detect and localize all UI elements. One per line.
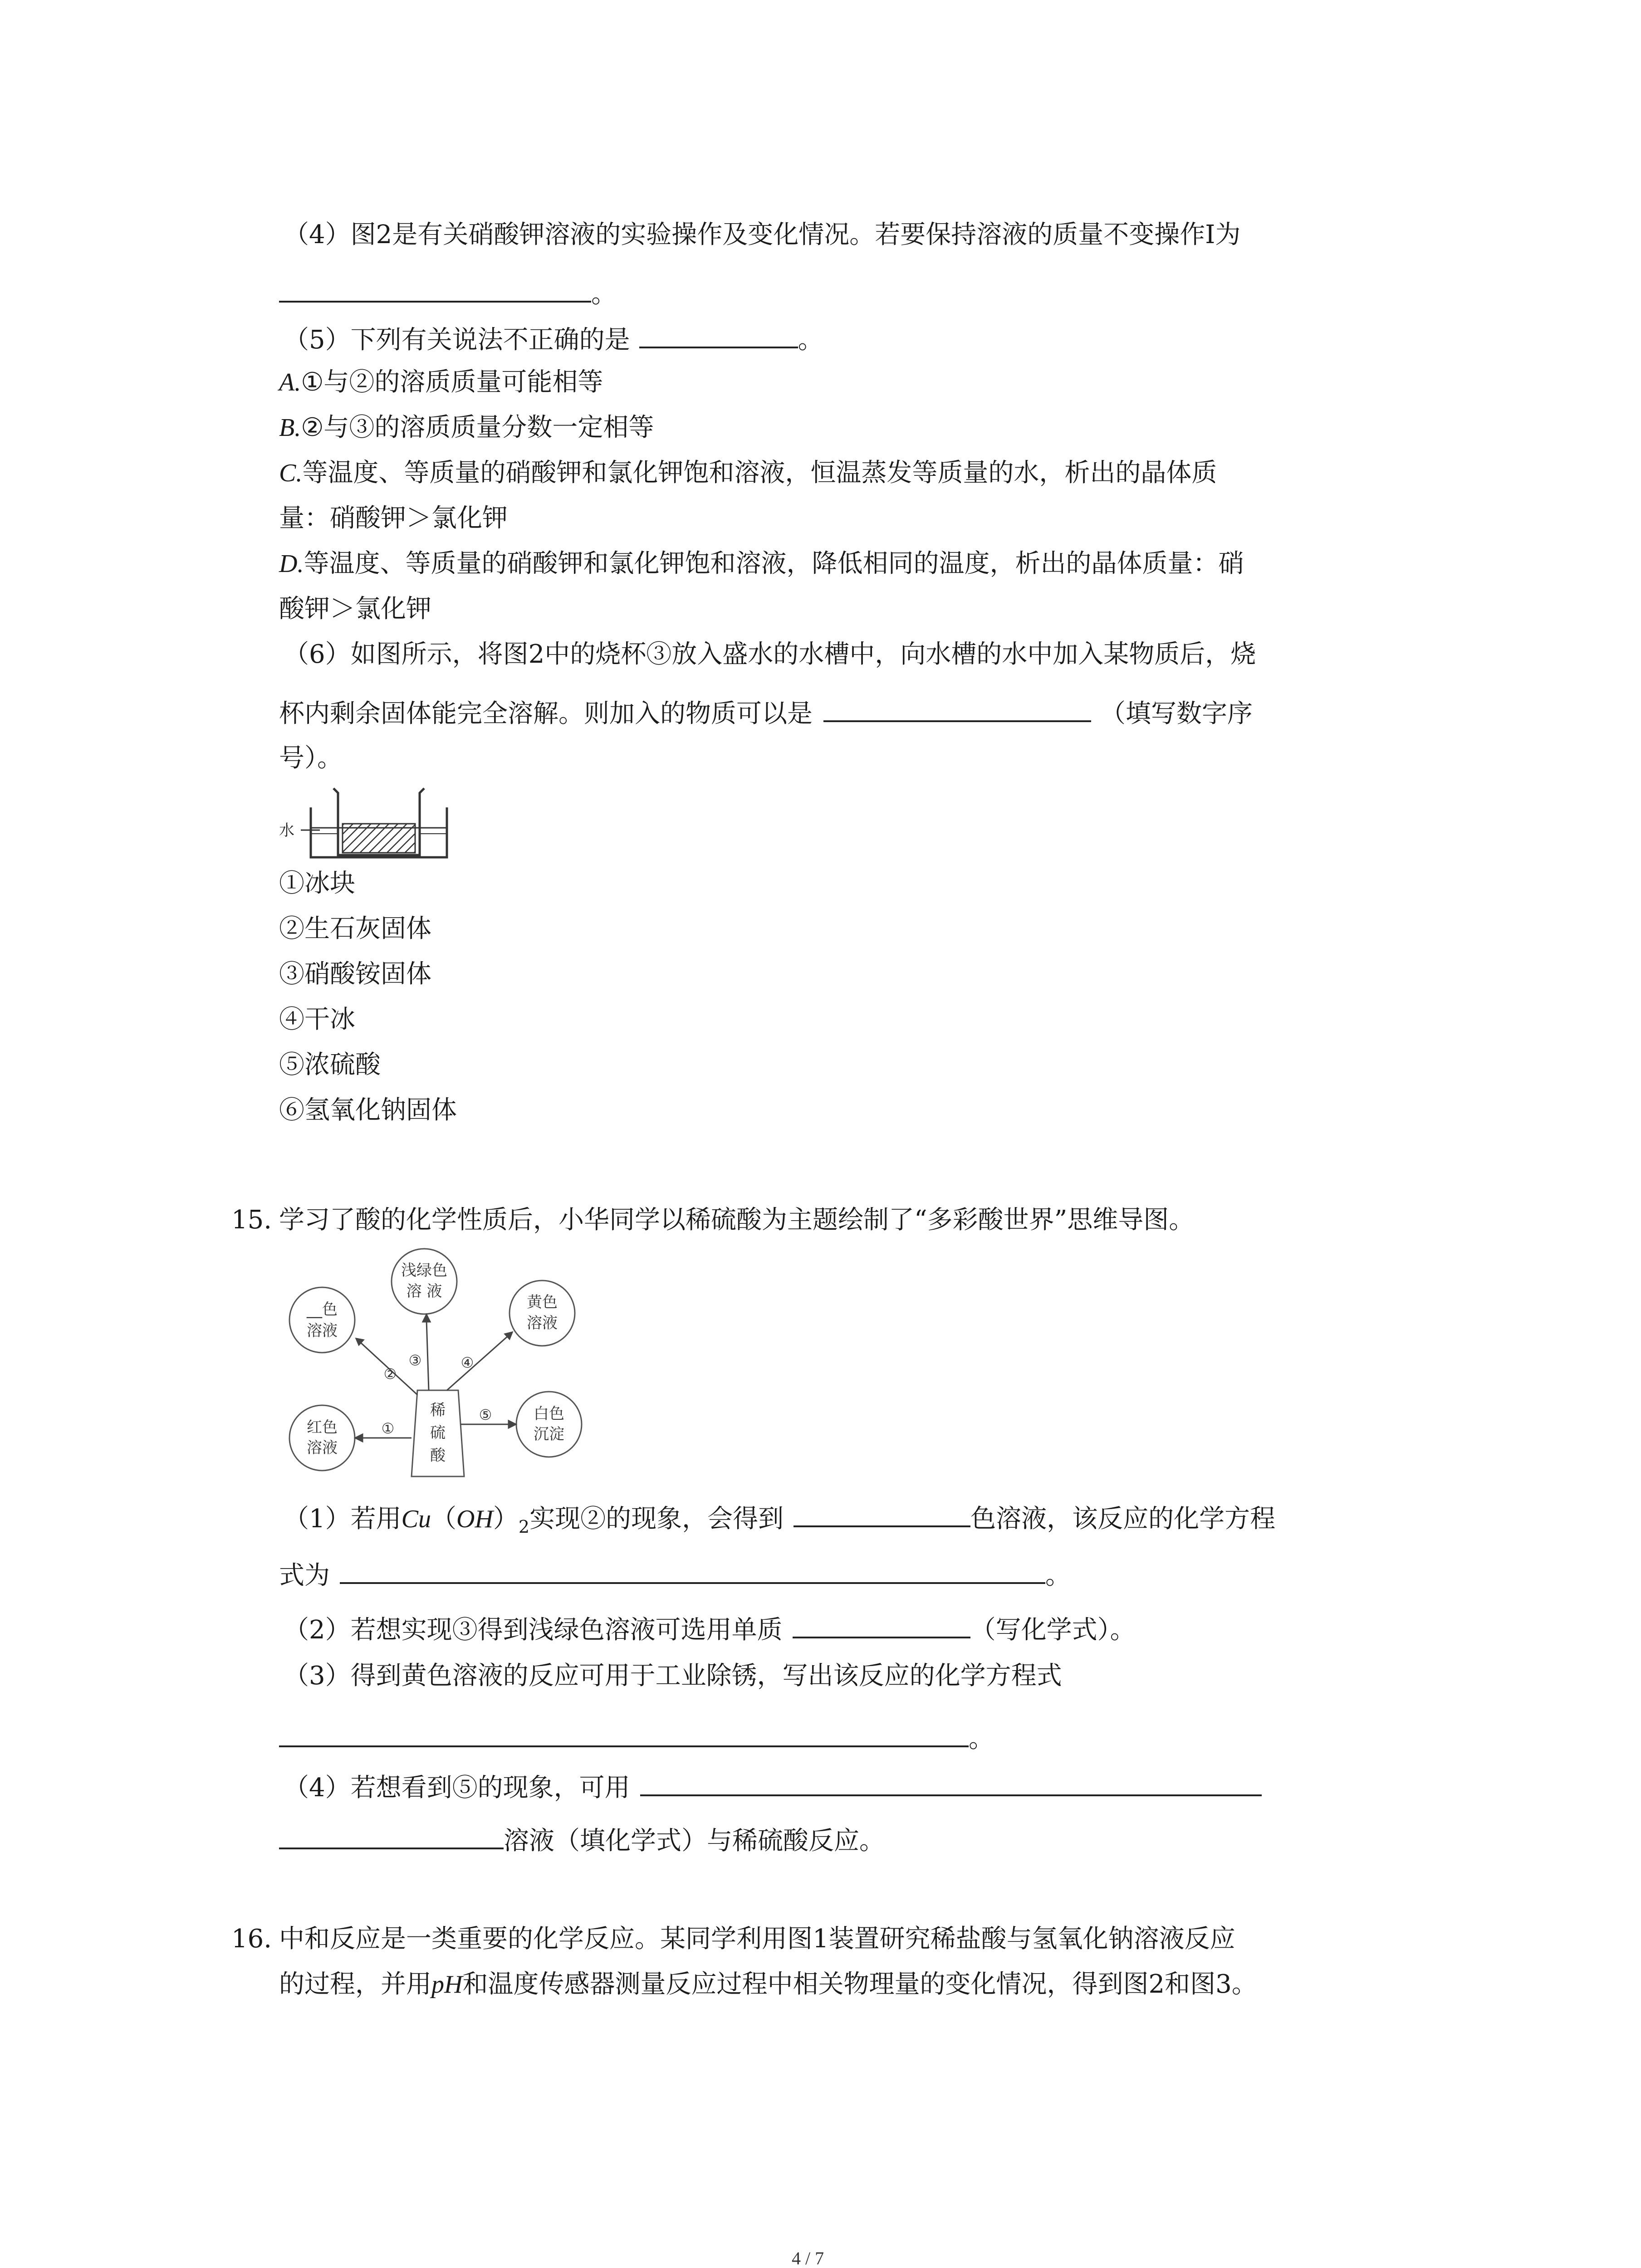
q15-sub2-end: （写化学式）。 (970, 1615, 1136, 1645)
q15-sub1-text-4: 式为 (279, 1561, 330, 1590)
q14-part5-text: （5）下列有关说法不正确的是 (284, 325, 630, 355)
acid-mind-map-diagram (279, 1243, 606, 1488)
circle-light-green-solution (392, 1249, 457, 1314)
circle-red-solution (289, 1405, 355, 1471)
q15-sub1-line2 (279, 1556, 1071, 1594)
q16-stem-2: 的过程，并用 (279, 1970, 431, 1999)
center-label-1: 稀 (430, 1401, 446, 1419)
answer-blank-15-2[interactable] (793, 1610, 970, 1638)
subscript-2: 2 (518, 1517, 530, 1537)
answer-blank-14-4[interactable] (279, 274, 591, 303)
option-a-letter: A. (279, 368, 301, 396)
q15-sub4-text-2: 溶液（填化学式）与稀硫酸反应。 (504, 1826, 885, 1856)
q14-option-d-line1 (279, 546, 1244, 582)
option-a-text: ①与②的溶质质量可能相等 (301, 367, 603, 397)
list-item (279, 911, 431, 947)
arrow-number-1: ① (381, 1420, 395, 1437)
question-number-16: 16. (231, 1924, 272, 1954)
option-d-text-2: 酸钾＞氯化钾 (279, 594, 431, 624)
arrow-number-3: ③ (408, 1352, 422, 1369)
q16-stem-3: 和温度传感器测量反应过程中相关物理量的变化情况，得到图2和图3。 (462, 1970, 1257, 1999)
q15-sub3-line2 (279, 1719, 994, 1757)
formula-cu: Cu (401, 1505, 431, 1533)
q14-part6-text: （6）如图所示，将图2中的烧杯③放入盛水的水槽中，向水槽的水中加入某物质后，烧 (284, 640, 1256, 669)
answer-blank-15-1a[interactable] (794, 1499, 970, 1527)
option-c-letter: C. (279, 459, 303, 487)
q15-sub3-line1 (284, 1658, 1062, 1694)
light-green-label-2: 溶 液 (406, 1282, 442, 1300)
answer-blank-15-1b[interactable] (340, 1556, 1045, 1584)
q14-part4-line2 (279, 274, 617, 313)
q14-part4-text: （4）图2是有关硝酸钾溶液的实验操作及变化情况。若要保持溶液的质量不变操作Ⅰ为 (284, 220, 1241, 249)
paren-open: （ (431, 1504, 456, 1534)
q15-sub1-text-3: 色溶液，该反应的化学方程 (970, 1504, 1276, 1534)
q14-part6-line2 (279, 694, 1253, 732)
q16-stem-line2 (279, 1966, 1257, 2003)
white-label-2: 沉淀 (534, 1425, 564, 1443)
q15-sub4-line2 (279, 1821, 885, 1859)
answer-blank-15-3[interactable] (279, 1719, 969, 1747)
ph-symbol: pH (431, 1970, 463, 1999)
answer-blank-15-4b[interactable] (279, 1821, 504, 1849)
q14-part4-line1 (284, 217, 1240, 253)
q14-part5-end: 。 (798, 325, 823, 355)
circle-yellow-solution (509, 1281, 575, 1346)
q14-option-d-line2 (279, 591, 431, 627)
q14-part6-line3 (279, 740, 343, 777)
q15-sub2-text: （2）若想实现③得到浅绿色溶液可选用单质 (284, 1615, 783, 1645)
list-item (279, 865, 355, 902)
option-b-text: ②与③的溶质质量分数一定相等 (301, 413, 654, 442)
q14-option-c-line2 (279, 500, 508, 537)
q14-part6-line1 (284, 636, 1256, 673)
item-sodium-hydroxide: ⑥氢氧化钠固体 (279, 1095, 457, 1125)
q14-option-a (279, 364, 603, 401)
q15-sub1-text-2: 实现②的现象，会得到 (529, 1504, 784, 1534)
arrow-number-5: ⑤ (479, 1406, 492, 1423)
answer-blank-14-6[interactable] (823, 694, 1091, 722)
option-b-letter: B. (279, 414, 301, 442)
list-item (279, 1047, 381, 1083)
option-d-text: 等温度、等质量的硝酸钾和氯化钾饱和溶液，降低相同的温度，析出的晶体质量：硝 (304, 549, 1244, 578)
q15-sub1-line1 (284, 1499, 1275, 1545)
item-conc-sulfuric-acid: ⑤浓硫酸 (279, 1050, 381, 1080)
q15-sub3-end: 。 (969, 1724, 994, 1754)
water-label: 水 (279, 821, 294, 840)
arrow-number-4: ④ (460, 1354, 474, 1371)
blank-color-label-1: __色 (307, 1300, 338, 1319)
paren-close: ） (493, 1504, 519, 1534)
list-item (279, 1092, 457, 1129)
answer-blank-14-5[interactable] (639, 320, 798, 348)
q15-sub2-line (284, 1610, 1136, 1648)
q14-part4-end: 。 (591, 279, 617, 309)
red-label-1: 红色 (307, 1418, 338, 1437)
item-ammonium-nitrate: ③硝酸铵固体 (279, 959, 431, 989)
white-label-1: 白色 (534, 1405, 564, 1423)
page-number: 4 / 7 (792, 2248, 824, 2268)
question-number-15: 15. (231, 1205, 272, 1235)
list-item (279, 1002, 355, 1038)
formula-oh: OH (456, 1505, 493, 1533)
q15-sub4-line1 (284, 1768, 1262, 1806)
item-quicklime: ②生石灰固体 (279, 914, 431, 943)
q14-option-c-line1 (279, 455, 1217, 491)
q14-part6-hint: （填写数字序 (1100, 699, 1253, 728)
q15-stem: 学习了酸的化学性质后，小华同学以稀硫酸为主题绘制了“多彩酸世界”思维导图。 (279, 1205, 1195, 1235)
arrow-number-2: ② (383, 1365, 397, 1383)
circle-white-precipitate (516, 1392, 582, 1457)
q14-part5-line (284, 320, 823, 358)
item-dry-ice: ④干冰 (279, 1005, 355, 1034)
q15-sub3-text: （3）得到黄色溶液的反应可用于工业除锈，写出该反应的化学方程式 (284, 1661, 1062, 1691)
center-label-2: 硫 (430, 1424, 446, 1442)
red-label-2: 溶液 (307, 1439, 338, 1457)
beaker-in-trough-figure (279, 780, 470, 866)
q16-stem-line1 (231, 1921, 1235, 1957)
list-item (279, 956, 431, 992)
q15-sub1-end: 。 (1045, 1561, 1071, 1590)
option-c-text-2: 量：硝酸钾＞氯化钾 (279, 503, 508, 533)
blank-color-label-2: 溶液 (307, 1322, 338, 1340)
q16-stem: 中和反应是一类重要的化学反应。某同学利用图1装置研究稀盐酸与氢氧化钠溶液反应 (279, 1924, 1235, 1954)
option-c-text: 等温度、等质量的硝酸钾和氯化钾饱和溶液，恒温蒸发等质量的水，析出的晶体质 (302, 458, 1217, 488)
circle-blank-color-solution (289, 1287, 355, 1353)
q15-sub1-text: （1）若用 (284, 1504, 402, 1534)
option-d-letter: D. (279, 550, 304, 578)
answer-blank-15-4a[interactable] (640, 1768, 1262, 1796)
q14-part6-text-2: 杯内剩余固体能完全溶解。则加入的物质可以是 (279, 699, 813, 728)
yellow-label-2: 溶液 (527, 1314, 558, 1332)
center-label-3: 酸 (430, 1447, 446, 1465)
q14-option-b (279, 410, 654, 446)
item-ice: ①冰块 (279, 869, 355, 898)
q15-stem-line (231, 1202, 1194, 1238)
yellow-label-1: 黄色 (527, 1293, 558, 1311)
light-green-label-1: 浅绿色 (401, 1261, 447, 1280)
q15-sub4-text: （4）若想看到⑤的现象，可用 (284, 1773, 630, 1803)
q14-part6-text-3: 号）。 (279, 743, 343, 773)
